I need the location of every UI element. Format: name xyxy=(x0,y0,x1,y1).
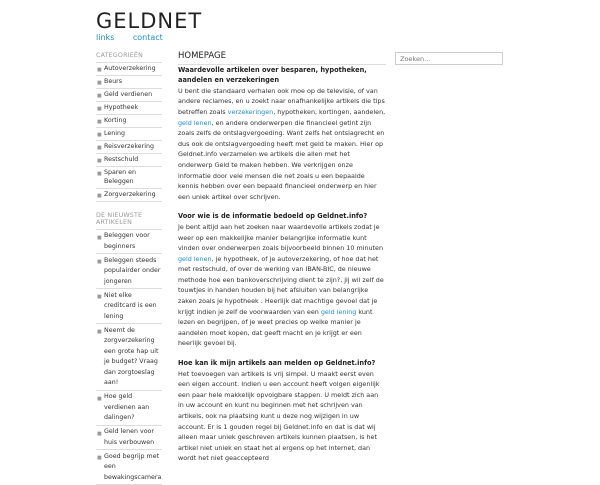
latest-item[interactable]: ■ Niet elke creditcard is een lening xyxy=(96,289,162,324)
bullet-icon: ■ xyxy=(97,131,102,140)
category-item[interactable]: ■ Zorgverzekering xyxy=(96,189,162,202)
bullet-icon: ■ xyxy=(97,429,102,440)
bullet-icon: ■ xyxy=(97,292,102,303)
categories-list xyxy=(96,62,162,202)
bullet-icon: ■ xyxy=(97,105,102,114)
bullet-icon: ■ xyxy=(97,257,102,268)
bullet-icon: ■ xyxy=(97,453,102,464)
section-heading: Voor wie is de informatie bedoeld op Geldnet.info? xyxy=(178,211,386,222)
latest-item[interactable]: ■ Hoe geld verdienen aan dalingen? xyxy=(96,391,162,426)
page-title: HOMEPAGE xyxy=(178,51,386,65)
latest-item[interactable]: ■ Neemt de zorgverzekering een grote hap uit je budget? Vraag dan zorgtoeslag aan! xyxy=(96,324,162,391)
latest-item[interactable]: ■ Beleggen steeds populairder onder jongeren xyxy=(96,254,162,289)
bullet-icon: ■ xyxy=(97,144,102,153)
nav-links[interactable]: links xyxy=(96,33,114,42)
latest-list xyxy=(96,229,162,485)
category-item[interactable]: ■ Autoverzekering xyxy=(96,63,162,76)
section-paragraph: Je bent altijd aan het zoeken naar waardevolle artikels zodat je weer op een makkelijke manier belangrijke informatie kunt vinden over onderwerpen zoals bijvoorbeeld binnen 10 minuten geld lenen, je hypotheek, of je autoverzekering, of hoe dat het met restschuld, of over de werking van IBAN-BIC, de nieuwe methode hoe een bankoverschrijving dient te zijn?, jij wil zelf de touwtjes in handen houden bij het afsluiten van belangrijke zaken zoals je hypotheek . Heerlijk dat machtige gevoel dat je krijgt indien je zelf de voorwaarden van een geld lening kunt lezen en begrijpen, of je weet precies op welke manier je aandelen moet kopen, dat geeft macht en je krijgt er een heerlijk gevoel bij. xyxy=(178,222,386,349)
category-item[interactable]: ■ Geld verdienen xyxy=(96,89,162,102)
link-geld-lening[interactable]: geld lening xyxy=(321,308,357,316)
bullet-icon: ■ xyxy=(97,170,102,179)
page-subheading: Waardevolle artikelen over besparen, hypotheken, aandelen en verzekeringen xyxy=(178,65,386,86)
categories-title: CATEGORIEËN xyxy=(96,51,162,62)
category-item[interactable]: ■ Hypotheek xyxy=(96,102,162,115)
bullet-icon: ■ xyxy=(97,233,102,244)
category-item[interactable]: ■ Beurs xyxy=(96,76,162,89)
site-logo[interactable]: GELDNET xyxy=(96,9,202,33)
section-heading: Hoe kan ik mijn artikels aan melden op Geldnet.info? xyxy=(178,358,386,369)
latest-title: DE NIEUWSTE ARTIKELEN xyxy=(96,211,162,229)
bullet-icon: ■ xyxy=(97,157,102,166)
category-item[interactable]: ■ Restschuld xyxy=(96,154,162,167)
top-nav xyxy=(96,33,179,42)
category-item[interactable]: ■ Reisverzekering xyxy=(96,141,162,154)
bullet-icon: ■ xyxy=(97,118,102,127)
latest-item[interactable]: ■ Geld lenen voor huis verbouwen xyxy=(96,426,162,451)
bullet-icon: ■ xyxy=(97,79,102,88)
link-verzekeringen[interactable]: verzekeringen xyxy=(228,108,274,116)
main-content xyxy=(178,51,386,464)
nav-contact[interactable]: contact xyxy=(133,33,163,42)
search-input[interactable] xyxy=(395,52,503,65)
link-geld-lenen-2[interactable]: geld lenen xyxy=(178,255,212,263)
intro-paragraph: U bent die standaard verhalen ook moe op de televisie, of van andere reclames, en u zoekt naar onafhankelijke artikels die tips betreffen zoals verzekeringen, hypotheken, kortingen, aandelen, geld lenen, en andere onderwerpen die financieel getint zijn zoals zelfs de ontslagvergoeding. Want zelfs het ontslagrecht en dus ook de ontslagvergoeding heeft met geld te maken. Hier op Geldnet.info verzamelen we artikels die allen met het onderwerp Geld te maken hebben. We verkrijgen onze informatie door vele mensen die net zoals u een bepaalde kennis hebben over een bepaald financieel onderwerp en hier een uniek artikel over schrijven. xyxy=(178,86,386,203)
bullet-icon: ■ xyxy=(97,327,102,338)
category-item[interactable]: ■ Korting xyxy=(96,115,162,128)
latest-item[interactable]: ■ Beleggen voor beginners xyxy=(96,230,162,255)
category-item[interactable]: ■ Lening xyxy=(96,128,162,141)
category-item[interactable]: ■ Sparen en Beleggen xyxy=(96,167,162,189)
bullet-icon: ■ xyxy=(97,66,102,75)
bullet-icon: ■ xyxy=(97,192,102,201)
bullet-icon: ■ xyxy=(97,394,102,405)
bullet-icon: ■ xyxy=(97,92,102,101)
section-paragraph: Het toevoegen van artikels is vrij simpel. U maakt eerst even een eigen account. Indien u een account heeft volgen eigenlijk een paar hele makkelijk opvolgbare stappen. U meldt zich aan in uw account en kunt nu beginnen met het schrijven van artikels, ook na plaatsing kunt u deze nog wijzigen in uw account. Er is 1 gouden regel bij Geldnet.info en dat is dat wij alleen maar uniek geschreven artikels kunnen plaatsen, is het artikel niet uniek en staat het al ergens op het internet, dan wordt het niet geaccepteerd xyxy=(178,369,386,464)
latest-item[interactable]: ■ Goed begrijp met een bewakingscamera xyxy=(96,450,162,485)
sidebar xyxy=(96,51,162,485)
latest-articles xyxy=(96,211,162,485)
link-geld-lenen[interactable]: geld lenen xyxy=(178,119,212,127)
